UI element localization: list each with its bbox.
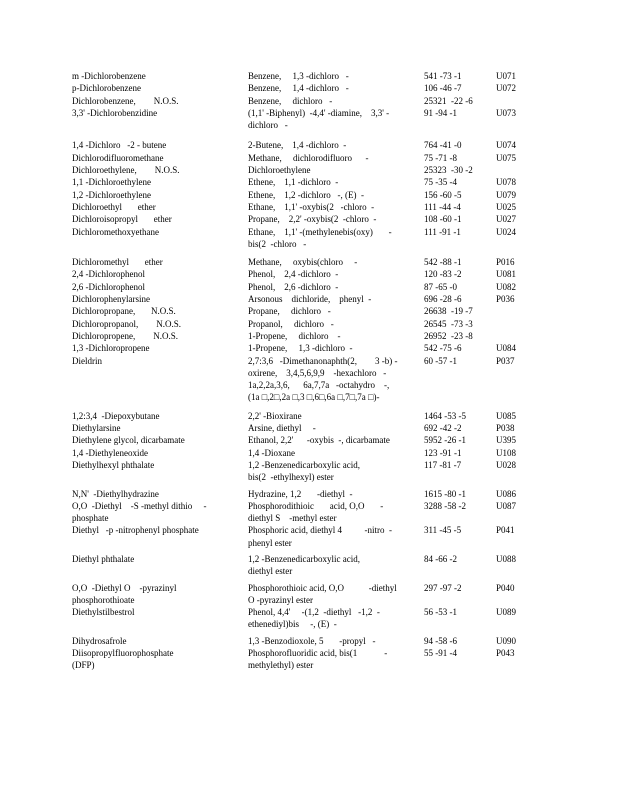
table-row	[72, 256, 552, 268]
table-row	[72, 553, 552, 578]
substance-name: Dichloroethyl ether	[72, 201, 156, 212]
substance-name: 3,3' -Dichlorobenzidine	[72, 107, 158, 118]
index-name: Phosphorofluoridic acid, bis(1 - methylethyl) ester	[248, 648, 388, 671]
cas-number: 75 -71 -8	[424, 152, 457, 163]
substance-name: Diethyl phthalate	[72, 553, 135, 564]
substance-name: Dichlorophenylarsine	[72, 294, 150, 305]
substance-name: Dichloromethoxyethane	[72, 226, 159, 237]
waste-code	[496, 95, 552, 107]
index-name: (1,1' -Biphenyl) -4,4' -diamine, 3,3' - dichloro -	[248, 107, 390, 131]
index-name: Benzene, 1,3 -dichloro -	[248, 71, 349, 81]
index-name: 1,3 -Benzodioxole, 5 -propyl -	[248, 635, 376, 646]
waste-code: P041	[496, 525, 515, 536]
index-name: Phenol, 2,6 -dichloro -	[248, 281, 339, 292]
waste-code	[496, 164, 552, 176]
substance-name: 1,4 -Diethyleneoxide	[72, 447, 148, 458]
index-name: Ethene, 1,2 -dichloro -, (E) -	[248, 189, 364, 200]
cas-number: 311 -45 -5	[424, 525, 462, 536]
substance-name: Diethylene glycol, dicarbamate	[72, 435, 185, 446]
waste-code: U085	[496, 410, 516, 421]
waste-code: U086	[496, 488, 516, 499]
cas-number: 60 -57 -1	[424, 355, 457, 366]
waste-code: P038	[496, 423, 515, 434]
substance-name: Diethylhexyl phthalate	[72, 459, 155, 470]
waste-code: P037	[496, 355, 515, 366]
index-name: Dichloroethylene	[248, 165, 311, 176]
table-row	[72, 635, 552, 647]
cas-number: 120 -83 -2	[424, 269, 462, 280]
waste-code: U072	[496, 83, 516, 94]
index-name: 2-Butene, 1,4 -dichloro -	[248, 140, 347, 151]
index-name: Phosphorodithioic acid, O,O - diethyl S -methyl ester	[248, 500, 384, 524]
waste-code: U075	[496, 152, 516, 163]
waste-code: U089	[496, 607, 516, 618]
substance-name: 1,3 -Dichloropropene	[72, 343, 150, 354]
table-row	[72, 488, 552, 500]
table-row	[72, 305, 552, 317]
substance-name: Dichloropropanol, N.O.S.	[72, 318, 181, 329]
substance-name: 1,2:3,4 -Diepoxybutane	[72, 410, 160, 421]
cas-number: 84 -66 -2	[424, 553, 457, 564]
cas-number: 75 -35 -4	[424, 177, 457, 188]
index-name: 1,2 -Benzenedicarboxylic acid, diethyl ester	[248, 553, 360, 577]
substance-name: Diethylarsine	[72, 423, 121, 434]
cas-number: 156 -60 -5	[424, 189, 462, 200]
waste-code: U028	[496, 459, 516, 470]
waste-code: U090	[496, 635, 516, 646]
index-name: 1,2 -Benzenedicarboxylic acid, bis(2 -ethylhexyl) ester	[248, 459, 360, 483]
index-name: Phosphorothioic acid, O,O -diethyl O -pyrazinyl ester	[248, 582, 397, 605]
table-row	[72, 201, 552, 213]
hazardous-waste-table	[72, 70, 552, 672]
cas-number: 764 -41 -0	[424, 140, 462, 151]
table-row	[72, 213, 552, 225]
substance-name: Dieldrin	[72, 355, 102, 366]
index-name: Ethane, 1,1' -(methylenebis(oxy) - bis(2 -chloro -	[248, 226, 392, 249]
cas-number: 56 -53 -1	[424, 607, 457, 618]
table-row	[72, 226, 552, 251]
cas-number: 111 -91 -1	[424, 226, 461, 237]
substance-name: Diethylstilbestrol	[72, 607, 135, 618]
waste-code: P036	[496, 294, 515, 305]
index-name: Propanol, dichloro -	[248, 318, 334, 329]
index-name: Benzene, dichloro -	[248, 95, 333, 106]
table-row	[72, 330, 552, 342]
substance-name: Dichlorodifluoromethane	[72, 152, 164, 163]
substance-name: Dichlorobenzene, N.O.S.	[72, 95, 179, 106]
substance-name: O,O -Diethyl O -pyrazinyl phosphorothioate	[72, 582, 177, 605]
cas-number: 108 -60 -1	[424, 214, 462, 225]
waste-code: P040	[496, 582, 515, 593]
cas-number: 25323 -30 -2	[424, 165, 473, 176]
index-name: 1-Propene, dichloro -	[248, 330, 341, 341]
substance-name: N,N' -Diethylhydrazine	[72, 488, 159, 499]
substance-name: Diisopropylfluorophosphate (DFP)	[72, 648, 174, 671]
waste-code: U074	[496, 140, 516, 151]
table-row	[72, 342, 552, 354]
index-name: Phenol, 2,4 -dichloro -	[248, 269, 339, 280]
index-name: Benzene, 1,4 -dichloro -	[248, 83, 349, 94]
table-row	[72, 459, 552, 484]
table-row	[72, 500, 552, 525]
substance-name: Dihydrosafrole	[72, 635, 127, 646]
cas-number: 123 -91 -1	[424, 447, 462, 458]
index-name: Arsonous dichloride, phenyl -	[248, 294, 372, 305]
table-row	[72, 447, 552, 459]
substance-name: Diethyl -p -nitrophenyl phosphate	[72, 525, 199, 536]
table-row	[72, 139, 552, 151]
waste-code: U081	[496, 269, 516, 280]
index-name: Methane, dichlorodifluoro -	[248, 152, 369, 163]
waste-code: U079	[496, 189, 516, 200]
waste-code: U108	[496, 447, 516, 458]
table-row	[72, 318, 552, 330]
waste-code	[496, 330, 552, 342]
waste-code: U078	[496, 177, 516, 188]
substance-name: Dichloromethyl ether	[72, 257, 163, 268]
index-name: Methane, oxybis(chloro -	[248, 257, 358, 268]
cas-number: 297 -97 -2	[424, 582, 462, 593]
cas-number: 1464 -53 -5	[424, 410, 466, 421]
waste-code: P016	[496, 257, 515, 268]
index-name: Propane, 2,2' -oxybis(2 -chloro -	[248, 214, 377, 225]
cas-number: 542 -75 -6	[424, 343, 462, 354]
index-name: Ethane, 1,1' -oxybis(2 -chloro -	[248, 201, 375, 212]
substance-name: O,O -Diethyl -S -methyl dithio - phosphate	[72, 500, 207, 524]
waste-code: U025	[496, 201, 516, 212]
cas-number: 87 -65 -0	[424, 281, 457, 292]
waste-code: U088	[496, 553, 516, 564]
table-row	[72, 107, 552, 132]
waste-code: U395	[496, 435, 516, 446]
cas-number: 696 -28 -6	[424, 294, 462, 305]
waste-code	[496, 318, 552, 330]
table-row	[72, 422, 552, 434]
table-row	[72, 582, 552, 607]
table-row	[72, 176, 552, 188]
cas-number: 3288 -58 -2	[424, 500, 466, 511]
substance-name: Dichloropropene, N.O.S.	[72, 330, 178, 341]
cas-number: 542 -88 -1	[424, 257, 462, 268]
index-name: 2,7:3,6 -Dimethanonaphth(2, 3 -b) - oxirene, 3,4,5,6,9,9 -hexachloro - 1a,2,2a,3,6, 6a,7,7a -octahydro -, (1a □,2□,2a □,3 □,6□,6a □,7□,7a □)-	[248, 355, 398, 403]
index-name: Hydrazine, 1,2 -diethyl -	[248, 488, 353, 499]
table-row	[72, 524, 552, 549]
table-row	[72, 281, 552, 293]
index-name: 1-Propene, 1,3 -dichloro -	[248, 343, 353, 354]
index-name: Ethanol, 2,2' -oxybis -, dicarbamate	[248, 435, 390, 446]
table-row	[72, 355, 552, 404]
substance-name: 1,2 -Dichloroethylene	[72, 189, 151, 200]
cas-number: 91 -94 -1	[424, 107, 457, 118]
table-row	[72, 152, 552, 164]
cas-number: 1615 -80 -1	[424, 488, 466, 499]
waste-code: U082	[496, 281, 516, 292]
substance-name: m -Dichlorobenzene	[72, 71, 146, 81]
substance-name: Dichloropropane, N.O.S.	[72, 306, 176, 317]
cas-number: 55 -91 -4	[424, 648, 457, 659]
table-row	[72, 189, 552, 201]
cas-number: 111 -44 -4	[424, 201, 461, 212]
waste-code	[496, 305, 552, 317]
index-name: Ethene, 1,1 -dichloro -	[248, 177, 339, 188]
index-name: 1,4 -Dioxane	[248, 447, 295, 458]
waste-code: U087	[496, 500, 516, 511]
waste-code: U027	[496, 214, 516, 225]
cas-number: 26952 -23 -8	[424, 330, 473, 341]
substance-name: 2,4 -Dichlorophenol	[72, 269, 145, 280]
waste-code: U024	[496, 226, 516, 237]
table-row	[72, 606, 552, 631]
substance-name: 1,1 -Dichloroethylene	[72, 177, 151, 188]
cas-number: 692 -42 -2	[424, 423, 462, 434]
substance-name: Dichloroisopropyl ether	[72, 214, 172, 225]
cas-number: 25321 -22 -6	[424, 95, 473, 106]
index-name: Phosphoric acid, diethyl 4 -nitro - phenyl ester	[248, 525, 392, 548]
waste-code: U071	[496, 71, 516, 81]
substance-name: p-Dichlorobenzene	[72, 83, 141, 94]
cas-number: 94 -58 -6	[424, 635, 457, 646]
table-row	[72, 70, 552, 82]
cas-number: 117 -81 -7	[424, 459, 462, 470]
cas-number: 5952 -26 -1	[424, 435, 466, 446]
index-name: Arsine, diethyl -	[248, 423, 316, 434]
table-row	[72, 410, 552, 422]
table-row	[72, 647, 552, 672]
table-row	[72, 95, 552, 107]
index-name: Propane, dichloro -	[248, 306, 331, 317]
table-row	[72, 82, 552, 94]
substance-name: 2,6 -Dichlorophenol	[72, 281, 145, 292]
cas-number: 106 -46 -7	[424, 83, 462, 94]
table-row	[72, 164, 552, 176]
table-row	[72, 293, 552, 305]
waste-code: U073	[496, 107, 516, 118]
cas-number: 26638 -19 -7	[424, 306, 473, 317]
substance-name: 1,4 -Dichloro -2 - butene	[72, 140, 167, 151]
table-row	[72, 268, 552, 280]
table-row	[72, 434, 552, 446]
cas-number: 541 -73 -1	[424, 71, 462, 81]
index-name: 2,2' -Bioxirane	[248, 410, 302, 421]
waste-code: P043	[496, 648, 515, 659]
substance-name: Dichloroethylene, N.O.S.	[72, 165, 180, 176]
cas-number: 26545 -73 -3	[424, 318, 473, 329]
index-name: Phenol, 4,4' -(1,2 -diethyl -1,2 - ethenediyl)bis -, (E) -	[248, 607, 380, 630]
waste-code: U084	[496, 343, 516, 354]
